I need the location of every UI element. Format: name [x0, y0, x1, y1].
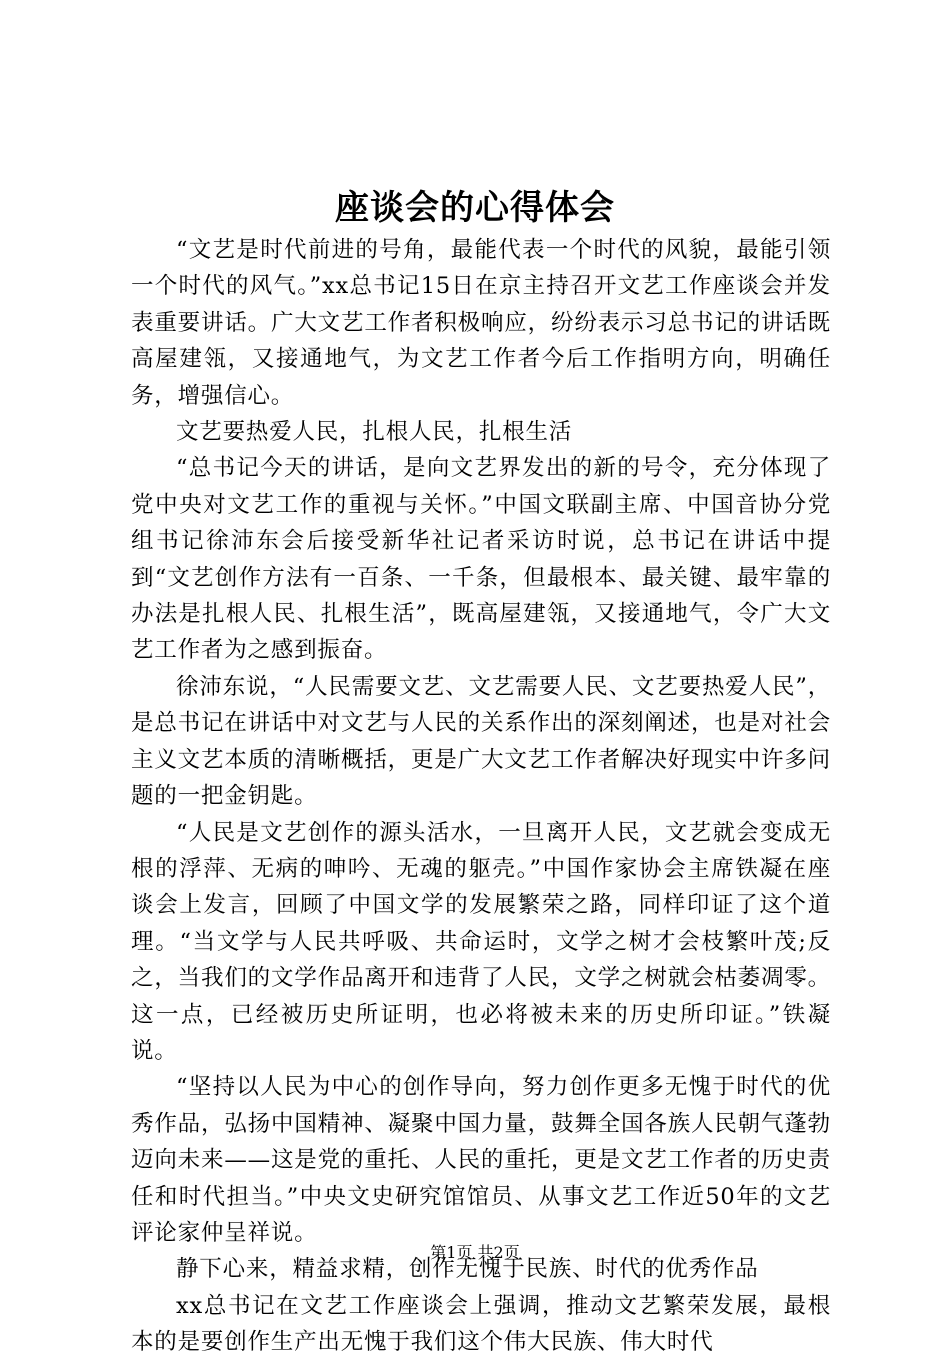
paragraph-3: 徐沛东说，“人民需要文艺、文艺需要人民、文艺要热爱人民”，是总书记在讲话中对文艺与人民的关系作出的深刻阐述，也是对社会主义文艺本质的清晰概括，更是广大文艺工作者解决好现实中许多问题的一把金钥匙。	[131, 673, 831, 810]
paragraph-5: “坚持以人民为中心的创作导向，努力创作更多无愧于时代的优秀作品，弘扬中国精神、凝聚中国力量，鼓舞全国各族人民朝气蓬勃迈向未来——这是党的重托、人民的重托，更是文艺工作者的历史责任和时代担当。”中央文史研究馆馆员、从事文艺工作近50年的文艺评论家仲呈祥说。	[131, 1074, 831, 1246]
section-heading-2: 静下心来，精益求精，创作无愧于民族、时代的优秀作品	[176, 1256, 759, 1283]
page-footer: 第1页 共2页	[430, 1243, 520, 1262]
document-body	[131, 232, 831, 1361]
paragraph-1: “文艺是时代前进的号角，最能代表一个时代的风貌，最能引领一个时代的风气。”xx总书记15日在京主持召开文艺工作座谈会并发表重要讲话。广大文艺工作者积极响应，纷纷表示习总书记的讲话既高屋建瓴，又接通地气，为文艺工作者今后工作指明方向，明确任务，增强信心。	[131, 237, 831, 409]
paragraph-2: “总书记今天的讲话，是向文艺界发出的新的号令，充分体现了党中央对文艺工作的重视与关怀。”中国文联副主席、中国音协分党组书记徐沛东会后接受新华社记者采访时说，总书记在讲话中提到“文艺创作方法有一百条、一千条，但最根本、最关键、最牢靠的办法是扎根人民、扎根生活”，既高屋建瓴，又接通地气，令广大文艺工作者为之感到振奋。	[131, 455, 831, 664]
section-heading-1: 文艺要热爱人民，扎根人民，扎根生活	[176, 419, 573, 446]
document-title: 座谈会的心得体会	[335, 188, 615, 228]
paragraph-6: xx总书记在文艺工作座谈会上强调，推动文艺繁荣发展，最根本的是要创作生产出无愧于我们这个伟大民族、伟大时代	[131, 1292, 831, 1356]
paragraph-4: “人民是文艺创作的源头活水，一旦离开人民，文艺就会变成无根的浮萍、无病的呻吟、无魂的躯壳。”中国作家协会主席铁凝在座谈会上发言，回顾了中国文学的发展繁荣之路，同样印证了这个道理。“当文学与人民共呼吸、共命运时，文学之树才会枝繁叶茂;反之，当我们的文学作品离开和违背了人民，文学之树就会枯萎凋零。这一点，已经被历史所证明，也必将被未来的历史所印证。”铁凝说。	[131, 819, 831, 1064]
